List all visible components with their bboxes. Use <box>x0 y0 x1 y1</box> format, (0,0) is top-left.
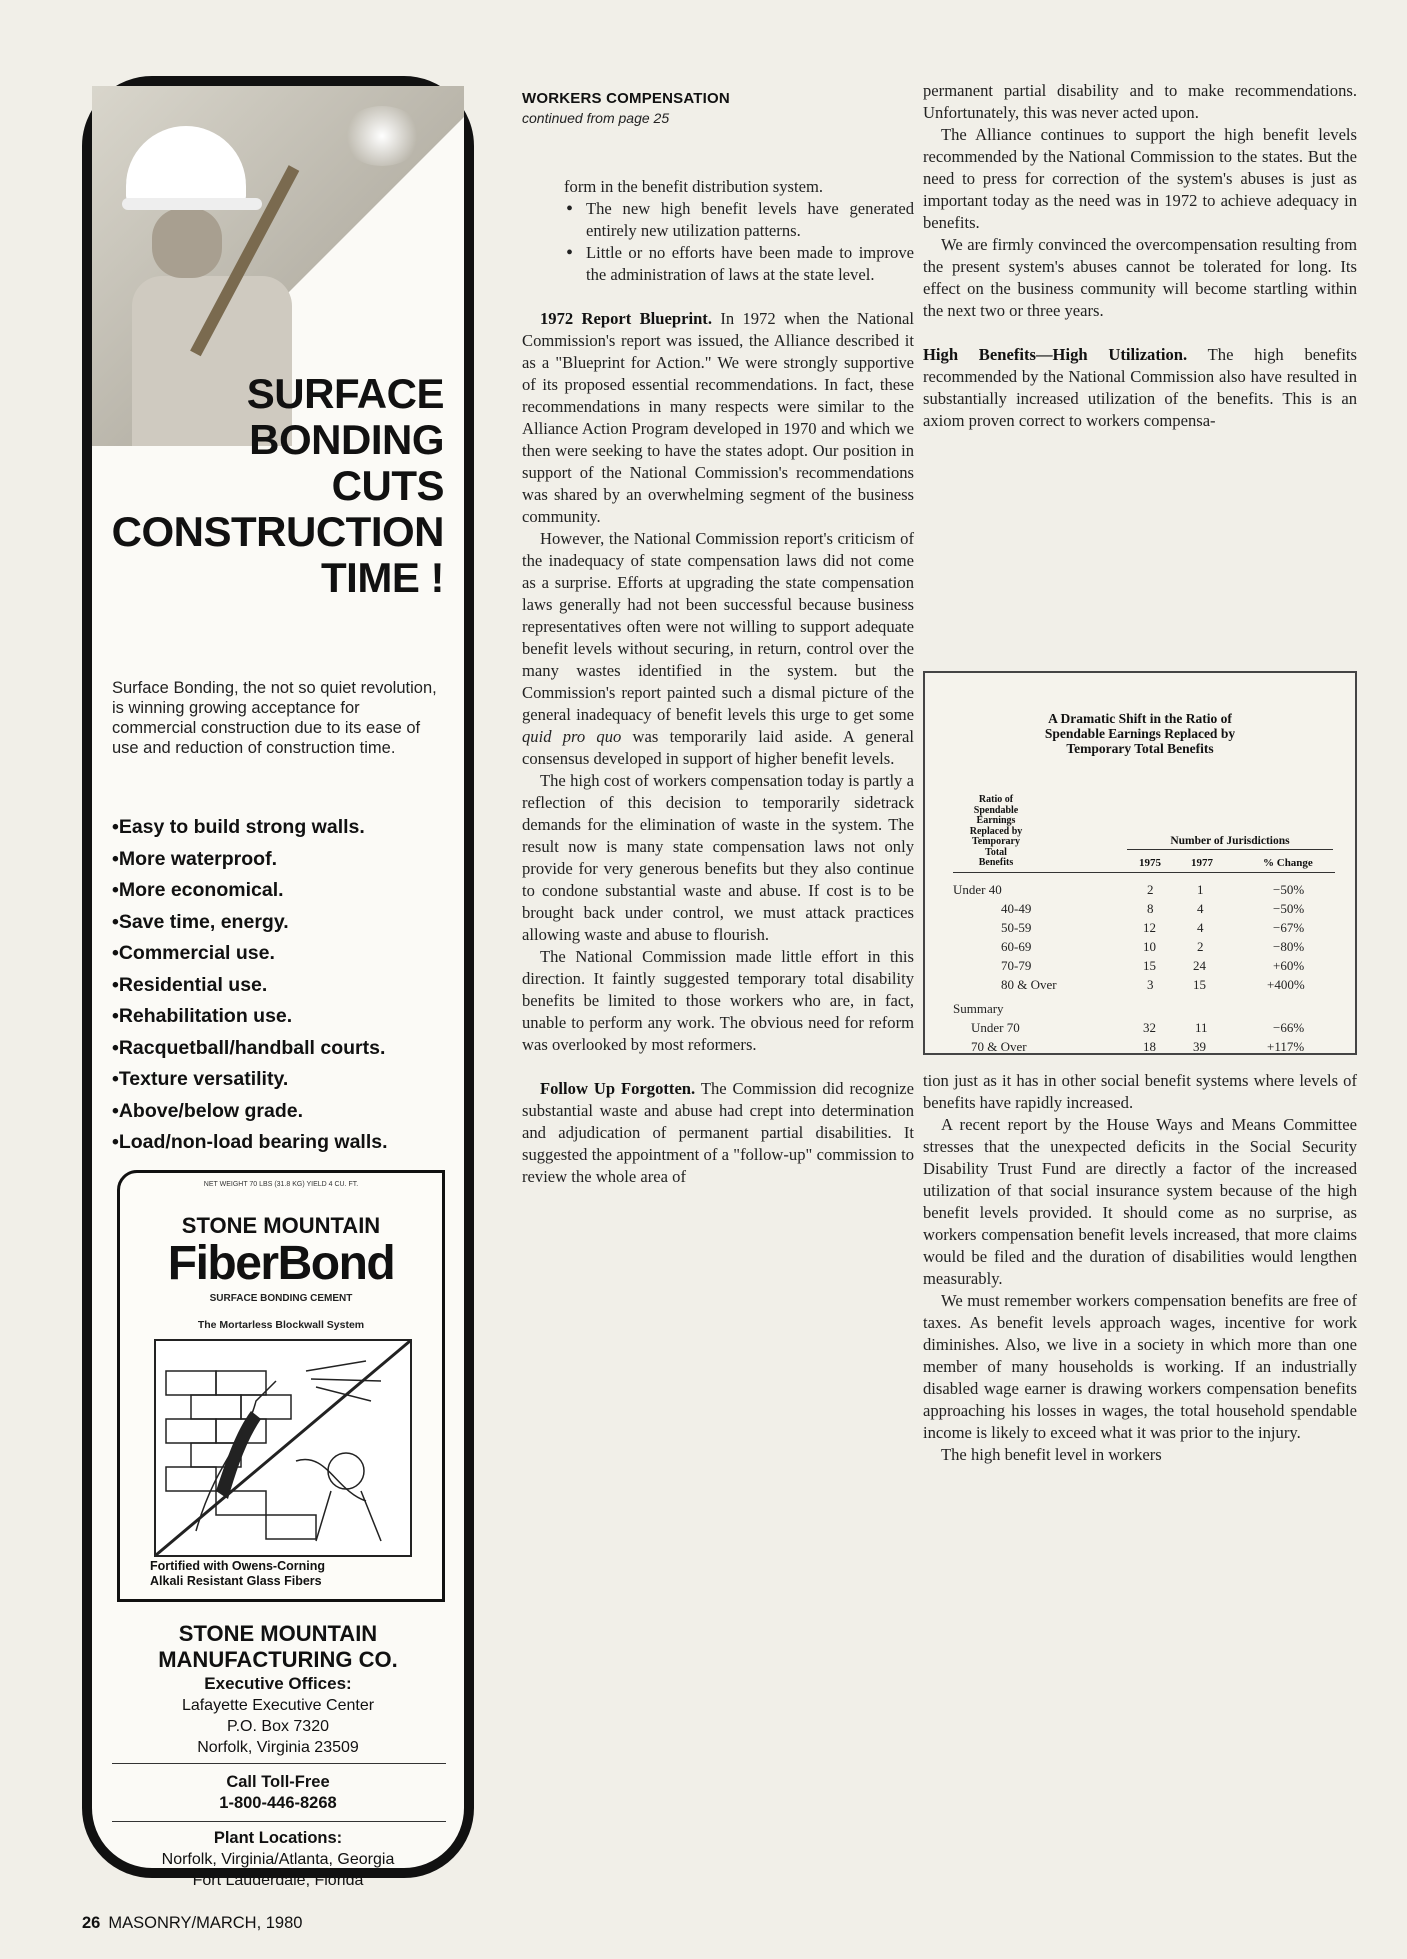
ad-feature-item: •Load/non-load bearing walls. <box>112 1131 388 1153</box>
plants-label: Plant Locations: <box>213 1829 343 1847</box>
finding-item: • Little or no efforts have been made to improve the administration of laws at the state level. <box>564 242 914 286</box>
bag-small-print: NET WEIGHT 70 LBS (31.8 KG) YIELD 4 CU. FT. <box>203 1181 359 1188</box>
ad-feature-item: •More waterproof. <box>112 847 278 870</box>
call-label: Call Toll-Free <box>226 1773 330 1791</box>
table-row: 60-69 10 2 −80% <box>1001 939 1305 954</box>
findings-list <box>564 198 914 286</box>
table-header-rule <box>953 872 1335 873</box>
toll-free-block <box>92 1772 464 1814</box>
page-number: 26 <box>82 1914 101 1932</box>
paragraph: The Alliance continues to support the high benefit levels recommended by the National Commission to the states. But the need to press for correction of the system's abuses is just as important today as the need was in 1972 to achieve adequacy in benefits. <box>923 125 1357 232</box>
col-header-1977: 1977 <box>1191 857 1213 869</box>
paragraph: Follow Up Forgotten. The Commission did recognize substantial waste and abuse had crept into determination and adjudication of permanent partial disabilities. It suggested the appointment of a "follow-up" commission to review the whole area of <box>522 1079 914 1186</box>
table-row: 80 & Over 3 15 +400% <box>1001 977 1305 992</box>
col-header-change: % Change <box>1263 857 1313 869</box>
bag-fortified-note: Fortified with Owens-Corning Alkali Resistant Glass Fibers <box>150 1559 325 1588</box>
bag-tagline: The Mortarless Blockwall System <box>197 1319 365 1331</box>
ad-feature-item: •Save time, energy. <box>112 910 289 933</box>
col-header-1975: 1975 <box>1139 857 1161 869</box>
paragraph: The high benefit level in workers <box>941 1445 1162 1464</box>
phone-number: 1-800-446-8268 <box>219 1794 337 1812</box>
run-in-head: High Benefits—High Utilization. <box>923 345 1188 364</box>
paragraph: tion just as it has in other social benefit systems where levels of benefits have rapidly increased. <box>923 1071 1357 1112</box>
blockwall-drawing <box>154 1339 412 1557</box>
exec-offices-label: Executive Offices: <box>204 1674 352 1693</box>
article-column-1 <box>522 176 914 1188</box>
table-title: A Dramatic Shift in the Ratio of Spendable Earnings Replaced by Temporary Total Benefits <box>1044 711 1236 756</box>
ad-feature-item: •Commercial use. <box>112 942 275 964</box>
lead-fragment: form in the benefit distribution system. <box>564 177 824 196</box>
row-header-label: Ratio of Spendable Earnings Replaced by Temporary Total Benefits <box>969 794 1023 868</box>
bag-brand: STONE MOUNTAIN <box>181 1213 381 1238</box>
table-row: 40-49 8 4 −50% <box>1001 901 1305 916</box>
ad-feature-item: •Rehabilitation use. <box>112 1005 293 1027</box>
run-in-head: 1972 Report Blueprint. <box>540 309 712 328</box>
article-column-2-top <box>923 80 1357 432</box>
table-row: 70 & Over 18 39 +117% <box>971 1039 1305 1054</box>
ad-body-text: Surface Bonding, the not so quiet revolution, is winning growing acceptance for commercial construction due to its ease of use and reduction of construction time. <box>112 679 437 757</box>
continued-note: continued from page 25 <box>522 110 670 126</box>
page-footer <box>82 1914 302 1933</box>
ad-feature-item: •More economical. <box>112 879 284 901</box>
section-kicker: WORKERS COMPENSATION <box>522 90 730 107</box>
run-in-head: Follow Up Forgotten. <box>540 1079 696 1098</box>
ad-divider <box>112 1821 446 1822</box>
company-name: STONE MOUNTAIN MANUFACTURING CO. <box>158 1621 398 1672</box>
plant-locations: Plant Locations: Norfolk, Virginia/Atlanta, Georgia Fort Lauderdale, Florida <box>92 1828 464 1891</box>
ad-feature-list <box>112 812 452 1159</box>
paragraph: We are firmly convinced the overcompensation resulting from the present system's abuses cannot be tolerated for long. Its effect on the business community will become startling within the next two or three years. <box>923 235 1357 320</box>
blockwall-drawing-icon <box>156 1341 410 1555</box>
jurisdictions-table <box>923 671 1357 1055</box>
ad-feature-item: •Residential use. <box>112 973 268 996</box>
product-bag-illustration <box>117 1170 445 1602</box>
fiberbond-logo: FiberBond <box>167 1237 395 1290</box>
finding-item: • The new high benefit levels have generated entirely new utilization patterns. <box>564 198 914 242</box>
company-info <box>92 1621 464 1758</box>
paragraph: High Benefits—High Utilization. The high benefits recommended by the National Commission also have resulted in substantially increased utilization of the benefits. This is an axiom proven correct to workers compensa- <box>923 345 1357 430</box>
bag-subtitle: SURFACE BONDING CEMENT <box>209 1293 353 1304</box>
ad-feature-item: •Racquetball/handball courts. <box>112 1036 386 1059</box>
table-row: Under 70 32 11 −66% <box>971 1020 1305 1035</box>
table-row: 50-59 12 4 −67% <box>1001 920 1305 935</box>
paragraph: We must remember workers compensation benefits are free of taxes. As benefit levels approach wages, incentive for work diminishes. Also, we live in a society in which more than one member of many households is working. If an industrially disabled wage earner is drawing workers compensation benefits approaching his losses in wages, the total household spendable income is likely to exceed what it was prior to the injury. <box>923 1291 1357 1442</box>
ad-feature-item: •Above/below grade. <box>112 1099 304 1122</box>
paragraph: permanent partial disability and to make recommendations. Unfortunately, this was never acted upon. <box>923 81 1357 122</box>
publication-line: MASONRY/MARCH, 1980 <box>108 1914 303 1932</box>
ad-headline: SURFACE BONDING CUTS CONSTRUCTION TIME ! <box>111 370 444 601</box>
company-address: Lafayette Executive Center P.O. Box 7320 Norfolk, Virginia 23509 <box>181 1697 375 1756</box>
paragraph: The high cost of workers compensation today is partly a reflection of this decision to temporarily sidetrack demands for the elimination of waste in the system. The result now is many state compensation laws not only provide for very generous benefits but they also continue to condone substantial waste and abuse. If cost is to be brought back under control, we must attack practices allowing waste and abuse to flourish. <box>522 771 914 944</box>
group-header: Number of Jurisdictions <box>1127 835 1333 850</box>
ad-feature-item: •Texture versatility. <box>112 1068 289 1090</box>
advertisement <box>82 76 474 1889</box>
table-summary-label: Summary <box>953 1001 1004 1016</box>
ad-divider <box>112 1763 446 1764</box>
paragraph: However, the National Commission report's criticism of the inadequacy of state compensation laws did not come as a surprise. Efforts at upgrading the state compensation laws generally had not been successful because business representatives often were not willing to support adequate benefit levels without securing, in return, control over the many wastes identified in the system. but the Commission's report painted such a dismal picture of the general inadequacy of benefit levels this urge to get some quid pro quo was temporarily laid aside. A general consensus developed in support of higher benefit levels. <box>522 529 915 768</box>
ad-feature-item: •Easy to build strong walls. <box>112 816 365 838</box>
article-column-2-bottom <box>923 1070 1357 1466</box>
paragraph: A recent report by the House Ways and Means Committee stresses that the unexpected deficits in the Social Security Disability Trust Fund are directly a factor of the increased utilization of that social insurance system because of the high benefit levels provided. It should come as no surprise, as workers compensation benefit levels increased, that more claims would be filed and the duration of disabilities would lengthen measurably. <box>923 1115 1357 1288</box>
table-row: 70-79 15 24 +60% <box>1001 958 1305 973</box>
paragraph: 1972 Report Blueprint. In 1972 when the National Commission's report was issued, the Alliance described it as a "Blueprint for Action." We were strongly supportive of its proposed essential recommendations. In fact, these recommendations in many respects were similar to the Alliance Action Program developed in 1970 and which we then were seeking to have the states adopt. Our position in support of the National Commission's recommendations was shared by an overwhelming segment of the business community. <box>522 309 914 526</box>
table-row: Under 40 2 1 −50% <box>953 882 1305 897</box>
paragraph: The National Commission made little effort in this direction. It faintly suggested temporary total disability benefits be limited to those workers who are, in fact, unable to perform any work. The obvious need for reform was overlooked by most reformers. <box>522 947 914 1054</box>
